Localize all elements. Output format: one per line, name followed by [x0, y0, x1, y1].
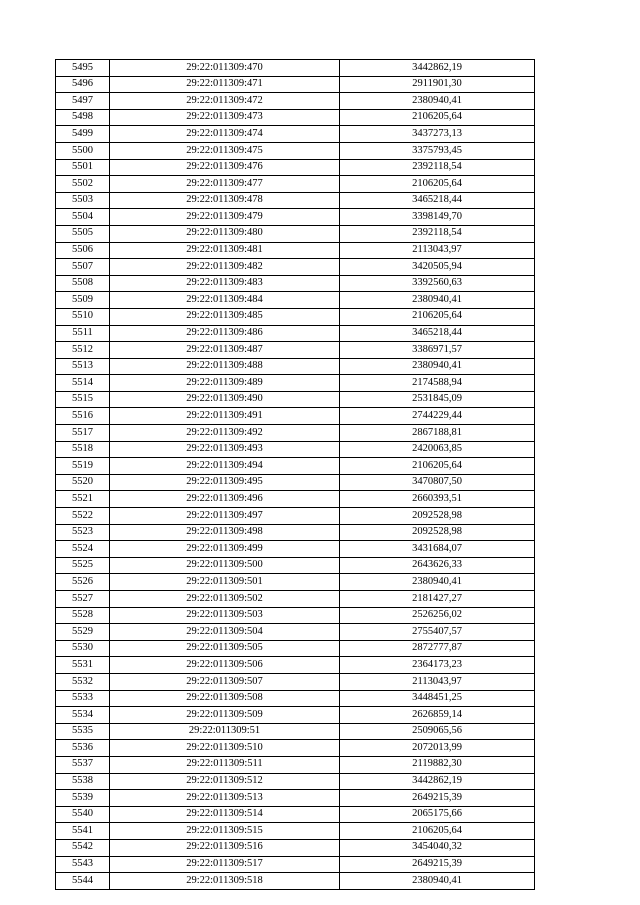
- table-row: [56, 225, 535, 242]
- table-row: [56, 640, 535, 657]
- cadastral-number-cell: 29:22:011309:505: [110, 640, 340, 657]
- row-number-cell: 5508: [56, 275, 110, 292]
- cadastral-value-cell: 2380940,41: [340, 93, 535, 110]
- cadastral-number-cell: 29:22:011309:507: [110, 673, 340, 690]
- row-number-cell: 5523: [56, 524, 110, 541]
- cadastral-number-cell: 29:22:011309:471: [110, 76, 340, 93]
- row-number-cell: 5528: [56, 607, 110, 624]
- cadastral-value-cell: 3442862,19: [340, 60, 535, 77]
- row-number-cell: 5497: [56, 93, 110, 110]
- table-row: [56, 823, 535, 840]
- table-row: [56, 76, 535, 93]
- table-row: [56, 474, 535, 491]
- cadastral-number-cell: 29:22:011309:474: [110, 126, 340, 143]
- cadastral-value-cell: 3465218,44: [340, 192, 535, 209]
- cadastral-value-cell: 2867188,81: [340, 425, 535, 442]
- cadastral-number-cell: 29:22:011309:472: [110, 93, 340, 110]
- cadastral-number-cell: 29:22:011309:480: [110, 225, 340, 242]
- table-row: [56, 192, 535, 209]
- table-row: [56, 557, 535, 574]
- table-row: [56, 441, 535, 458]
- cadastral-value-cell: 2649215,39: [340, 790, 535, 807]
- cadastral-number-cell: 29:22:011309:488: [110, 358, 340, 375]
- cadastral-number-cell: 29:22:011309:509: [110, 707, 340, 724]
- table-row: [56, 259, 535, 276]
- table-row: [56, 756, 535, 773]
- cadastral-value-cell: 2106205,64: [340, 308, 535, 325]
- table-row: [56, 657, 535, 674]
- row-number-cell: 5513: [56, 358, 110, 375]
- row-number-cell: 5531: [56, 657, 110, 674]
- row-number-cell: 5501: [56, 159, 110, 176]
- row-number-cell: 5498: [56, 109, 110, 126]
- row-number-cell: 5512: [56, 342, 110, 359]
- cadastral-value-cell: 3465218,44: [340, 325, 535, 342]
- row-number-cell: 5521: [56, 491, 110, 508]
- row-number-cell: 5544: [56, 873, 110, 890]
- table-row: [56, 740, 535, 757]
- row-number-cell: 5534: [56, 707, 110, 724]
- cadastral-number-cell: 29:22:011309:506: [110, 657, 340, 674]
- cadastral-value-cell: 2380940,41: [340, 873, 535, 890]
- table-row: [56, 856, 535, 873]
- cadastral-number-cell: 29:22:011309:51: [110, 723, 340, 740]
- row-number-cell: 5533: [56, 690, 110, 707]
- cadastral-value-cell: 2092528,98: [340, 508, 535, 525]
- cadastral-value-cell: 2509065,56: [340, 723, 535, 740]
- table-row: [56, 707, 535, 724]
- cadastral-value-cell: 2072013,99: [340, 740, 535, 757]
- cadastral-number-cell: 29:22:011309:514: [110, 806, 340, 823]
- table-row: [56, 541, 535, 558]
- row-number-cell: 5511: [56, 325, 110, 342]
- cadastral-number-cell: 29:22:011309:518: [110, 873, 340, 890]
- row-number-cell: 5499: [56, 126, 110, 143]
- cadastral-value-cell: 3470807,50: [340, 474, 535, 491]
- cadastral-value-cell: 2065175,66: [340, 806, 535, 823]
- cadastral-value-cell: 2113043,97: [340, 673, 535, 690]
- cadastral-number-cell: 29:22:011309:501: [110, 574, 340, 591]
- cadastral-number-cell: 29:22:011309:477: [110, 176, 340, 193]
- row-number-cell: 5524: [56, 541, 110, 558]
- cadastral-value-cell: 2119882,30: [340, 756, 535, 773]
- table-row: [56, 574, 535, 591]
- table-row: [56, 126, 535, 143]
- table-row: [56, 690, 535, 707]
- cadastral-number-cell: 29:22:011309:499: [110, 541, 340, 558]
- table-row: [56, 873, 535, 890]
- table-row: [56, 375, 535, 392]
- row-number-cell: 5532: [56, 673, 110, 690]
- cadastral-value-cell: 3437273,13: [340, 126, 535, 143]
- cadastral-value-cell: 2649215,39: [340, 856, 535, 873]
- cadastral-value-cell: 2106205,64: [340, 458, 535, 475]
- table-row: [56, 209, 535, 226]
- row-number-cell: 5500: [56, 142, 110, 159]
- cadastral-number-cell: 29:22:011309:511: [110, 756, 340, 773]
- cadastral-number-cell: 29:22:011309:497: [110, 508, 340, 525]
- cadastral-value-cell: 2531845,09: [340, 391, 535, 408]
- cadastral-number-cell: 29:22:011309:503: [110, 607, 340, 624]
- cadastral-value-cell: 2643626,33: [340, 557, 535, 574]
- table-row: [56, 159, 535, 176]
- row-number-cell: 5517: [56, 425, 110, 442]
- cadastral-number-cell: 29:22:011309:515: [110, 823, 340, 840]
- row-number-cell: 5541: [56, 823, 110, 840]
- table-row: [56, 723, 535, 740]
- cadastral-number-cell: 29:22:011309:510: [110, 740, 340, 757]
- row-number-cell: 5507: [56, 259, 110, 276]
- cadastral-number-cell: 29:22:011309:490: [110, 391, 340, 408]
- row-number-cell: 5506: [56, 242, 110, 259]
- row-number-cell: 5503: [56, 192, 110, 209]
- cadastral-value-cell: 2380940,41: [340, 358, 535, 375]
- cadastral-value-cell: 2911901,30: [340, 76, 535, 93]
- cadastral-number-cell: 29:22:011309:492: [110, 425, 340, 442]
- table-row: [56, 308, 535, 325]
- cadastral-number-cell: 29:22:011309:500: [110, 557, 340, 574]
- row-number-cell: 5520: [56, 474, 110, 491]
- row-number-cell: 5509: [56, 292, 110, 309]
- cadastral-number-cell: 29:22:011309:502: [110, 591, 340, 608]
- row-number-cell: 5525: [56, 557, 110, 574]
- table-row: [56, 839, 535, 856]
- cadastral-value-cell: 2364173,23: [340, 657, 535, 674]
- row-number-cell: 5516: [56, 408, 110, 425]
- table-row: [56, 591, 535, 608]
- row-number-cell: 5529: [56, 624, 110, 641]
- cadastral-number-cell: 29:22:011309:516: [110, 839, 340, 856]
- cadastral-value-table: [55, 59, 535, 890]
- table-row: [56, 242, 535, 259]
- cadastral-number-cell: 29:22:011309:512: [110, 773, 340, 790]
- table-row: [56, 391, 535, 408]
- cadastral-value-cell: 3386971,57: [340, 342, 535, 359]
- row-number-cell: 5530: [56, 640, 110, 657]
- row-number-cell: 5536: [56, 740, 110, 757]
- row-number-cell: 5537: [56, 756, 110, 773]
- cadastral-number-cell: 29:22:011309:493: [110, 441, 340, 458]
- table-row: [56, 773, 535, 790]
- cadastral-value-cell: 2755407,57: [340, 624, 535, 641]
- row-number-cell: 5527: [56, 591, 110, 608]
- cadastral-value-cell: 2380940,41: [340, 292, 535, 309]
- cadastral-number-cell: 29:22:011309:475: [110, 142, 340, 159]
- table-row: [56, 176, 535, 193]
- cadastral-value-cell: 2420063,85: [340, 441, 535, 458]
- cadastral-number-cell: 29:22:011309:508: [110, 690, 340, 707]
- cadastral-number-cell: 29:22:011309:487: [110, 342, 340, 359]
- row-number-cell: 5514: [56, 375, 110, 392]
- cadastral-value-cell: 2092528,98: [340, 524, 535, 541]
- cadastral-number-cell: 29:22:011309:479: [110, 209, 340, 226]
- table-row: [56, 93, 535, 110]
- row-number-cell: 5515: [56, 391, 110, 408]
- table-row: [56, 524, 535, 541]
- table-row: [56, 425, 535, 442]
- row-number-cell: 5522: [56, 508, 110, 525]
- cadastral-value-cell: 2106205,64: [340, 176, 535, 193]
- cadastral-number-cell: 29:22:011309:513: [110, 790, 340, 807]
- table-row: [56, 624, 535, 641]
- row-number-cell: 5543: [56, 856, 110, 873]
- cadastral-number-cell: 29:22:011309:491: [110, 408, 340, 425]
- cadastral-value-cell: 2174588,94: [340, 375, 535, 392]
- table-body: [56, 60, 535, 890]
- cadastral-value-cell: 3448451,25: [340, 690, 535, 707]
- cadastral-value-cell: 2392118,54: [340, 159, 535, 176]
- cadastral-number-cell: 29:22:011309:494: [110, 458, 340, 475]
- row-number-cell: 5518: [56, 441, 110, 458]
- row-number-cell: 5538: [56, 773, 110, 790]
- table-row: [56, 458, 535, 475]
- cadastral-value-cell: 3392560,63: [340, 275, 535, 292]
- table-row: [56, 142, 535, 159]
- row-number-cell: 5519: [56, 458, 110, 475]
- cadastral-number-cell: 29:22:011309:484: [110, 292, 340, 309]
- table-row: [56, 60, 535, 77]
- table-row: [56, 408, 535, 425]
- table-row: [56, 806, 535, 823]
- table-row: [56, 358, 535, 375]
- cadastral-value-cell: 3420505,94: [340, 259, 535, 276]
- cadastral-value-cell: 2380940,41: [340, 574, 535, 591]
- table-row: [56, 292, 535, 309]
- cadastral-number-cell: 29:22:011309:496: [110, 491, 340, 508]
- cadastral-number-cell: 29:22:011309:495: [110, 474, 340, 491]
- cadastral-value-cell: 2392118,54: [340, 225, 535, 242]
- cadastral-value-cell: 2744229,44: [340, 408, 535, 425]
- cadastral-number-cell: 29:22:011309:470: [110, 60, 340, 77]
- cadastral-value-cell: 2106205,64: [340, 823, 535, 840]
- cadastral-number-cell: 29:22:011309:476: [110, 159, 340, 176]
- row-number-cell: 5535: [56, 723, 110, 740]
- cadastral-value-cell: 3375793,45: [340, 142, 535, 159]
- cadastral-value-cell: 2181427,27: [340, 591, 535, 608]
- cadastral-value-cell: 2660393,51: [340, 491, 535, 508]
- row-number-cell: 5502: [56, 176, 110, 193]
- table-row: [56, 607, 535, 624]
- table-row: [56, 790, 535, 807]
- table-row: [56, 342, 535, 359]
- table-row: [56, 109, 535, 126]
- row-number-cell: 5504: [56, 209, 110, 226]
- cadastral-value-cell: 2872777,87: [340, 640, 535, 657]
- table-row: [56, 508, 535, 525]
- row-number-cell: 5510: [56, 308, 110, 325]
- cadastral-number-cell: 29:22:011309:486: [110, 325, 340, 342]
- cadastral-number-cell: 29:22:011309:481: [110, 242, 340, 259]
- cadastral-number-cell: 29:22:011309:498: [110, 524, 340, 541]
- cadastral-number-cell: 29:22:011309:504: [110, 624, 340, 641]
- cadastral-number-cell: 29:22:011309:478: [110, 192, 340, 209]
- row-number-cell: 5540: [56, 806, 110, 823]
- cadastral-value-cell: 3398149,70: [340, 209, 535, 226]
- cadastral-number-cell: 29:22:011309:483: [110, 275, 340, 292]
- cadastral-number-cell: 29:22:011309:473: [110, 109, 340, 126]
- cadastral-value-cell: 3442862,19: [340, 773, 535, 790]
- cadastral-value-cell: 3431684,07: [340, 541, 535, 558]
- cadastral-number-cell: 29:22:011309:482: [110, 259, 340, 276]
- table-row: [56, 325, 535, 342]
- table-row: [56, 491, 535, 508]
- row-number-cell: 5496: [56, 76, 110, 93]
- cadastral-value-cell: 2526256,02: [340, 607, 535, 624]
- cadastral-value-cell: 2626859,14: [340, 707, 535, 724]
- row-number-cell: 5505: [56, 225, 110, 242]
- row-number-cell: 5539: [56, 790, 110, 807]
- row-number-cell: 5542: [56, 839, 110, 856]
- cadastral-number-cell: 29:22:011309:517: [110, 856, 340, 873]
- row-number-cell: 5495: [56, 60, 110, 77]
- row-number-cell: 5526: [56, 574, 110, 591]
- cadastral-value-cell: 2113043,97: [340, 242, 535, 259]
- cadastral-value-cell: 3454040,32: [340, 839, 535, 856]
- table-row: [56, 275, 535, 292]
- cadastral-number-cell: 29:22:011309:485: [110, 308, 340, 325]
- cadastral-value-cell: 2106205,64: [340, 109, 535, 126]
- table-row: [56, 673, 535, 690]
- cadastral-number-cell: 29:22:011309:489: [110, 375, 340, 392]
